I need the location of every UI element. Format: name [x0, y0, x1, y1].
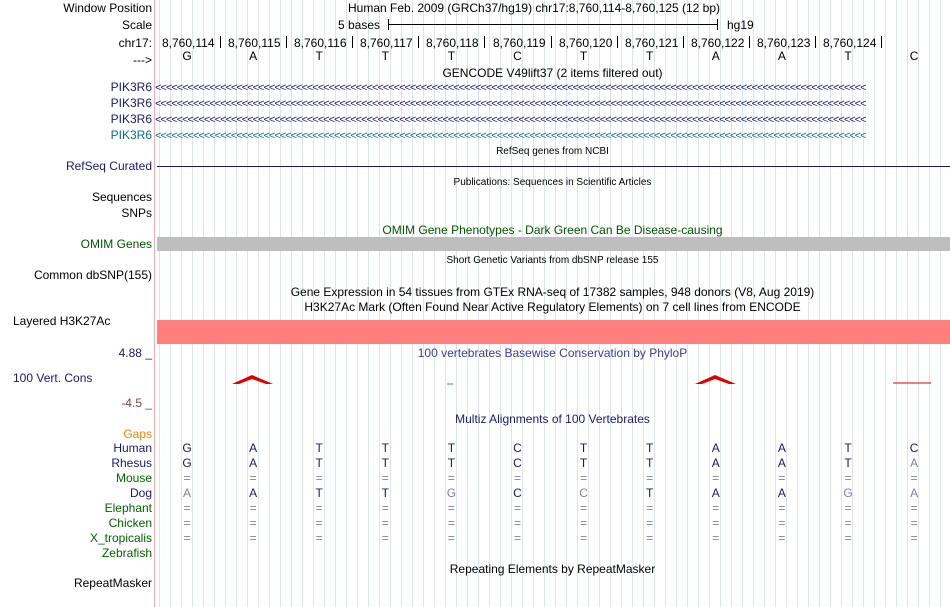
label-repeatmasker[interactable]: RepeatMasker: [73, 576, 152, 590]
ruler-position: 8,760,123: [757, 36, 811, 50]
omim-title[interactable]: OMIM Gene Phenotypes - Dark Green Can Be Disease-causing: [382, 223, 723, 237]
label-cons[interactable]: 100 Vert. Cons: [13, 371, 93, 385]
alignment-base-mouse: =: [712, 471, 720, 485]
alignment-base-mouse: =: [910, 471, 918, 485]
alignment-base-elephant: =: [249, 501, 257, 515]
sequence-row: [0, 49, 950, 63]
alignment-base-chicken: =: [580, 516, 588, 530]
alignment-base-human: A: [249, 441, 258, 455]
alignment-base-elephant: =: [580, 501, 588, 515]
h3k27-signal-bar[interactable]: [157, 320, 950, 344]
ruler-tick: [881, 36, 882, 48]
alignment-base-dog: A: [711, 486, 720, 500]
ruler-position: 8,760,124: [823, 36, 877, 50]
label-gene-2[interactable]: PIK3R6: [110, 96, 152, 110]
alignment-base-elephant: =: [447, 501, 455, 515]
alignment-base-human: T: [447, 441, 456, 455]
label-gene-4[interactable]: PIK3R6: [110, 128, 152, 142]
alignment-base-mouse: =: [249, 471, 257, 485]
alignment-base-x-tropicalis: =: [249, 531, 257, 545]
sequence-base: T: [646, 49, 654, 63]
sequence-base: T: [381, 49, 389, 63]
alignment-base-rhesus: T: [447, 456, 456, 470]
alignment-base-chicken: =: [646, 516, 654, 530]
scale-text: 5 bases: [338, 18, 381, 32]
ruler-tick: [286, 36, 287, 48]
ruler-position: 8,760,115: [228, 36, 281, 50]
alignment-base-human: T: [579, 441, 588, 455]
alignment-base-mouse: =: [447, 471, 455, 485]
sequence-base: A: [711, 49, 720, 63]
label-snps[interactable]: SNPs: [121, 206, 152, 220]
ruler-position: 8,760,114: [162, 36, 215, 50]
label-refseq[interactable]: RefSeq Curated: [65, 159, 152, 173]
alignment-base-x-tropicalis: =: [381, 531, 389, 545]
alignment-base-chicken: =: [183, 516, 191, 530]
alignment-base-rhesus: G: [182, 456, 192, 470]
alignment-base-chicken: =: [712, 516, 720, 530]
ruler-tick: [617, 36, 618, 48]
ruler-position: 8,760,121: [625, 36, 679, 50]
alignment-base-x-tropicalis: =: [183, 531, 191, 545]
alignment-base-elephant: =: [513, 501, 521, 515]
phylop-signal[interactable]: [155, 370, 950, 390]
ruler-tick: [815, 36, 816, 48]
sequence-base: T: [579, 49, 588, 63]
alignment-base-elephant: =: [646, 501, 654, 515]
alignment-base-chicken: =: [844, 516, 852, 530]
ruler-position: 8,760,116: [294, 36, 347, 50]
label-species-rhesus[interactable]: Rhesus: [111, 456, 152, 470]
dbsnp-title[interactable]: Short Genetic Variants from dbSNP release 155: [446, 255, 659, 266]
alignment-base-elephant: =: [315, 501, 323, 515]
alignment-base-x-tropicalis: =: [447, 531, 455, 545]
alignment-base-dog: G: [446, 486, 457, 500]
refseq-title[interactable]: RefSeq genes from NCBI: [496, 146, 609, 157]
ruler-tick: [418, 36, 419, 48]
gencode-title[interactable]: GENCODE V49lift37 (2 items filtered out): [442, 66, 663, 80]
label-strand[interactable]: --->: [133, 53, 152, 67]
label-species-human[interactable]: Human: [113, 441, 152, 455]
alignment-base-x-tropicalis: =: [910, 531, 918, 545]
alignment-base-human: C: [909, 441, 919, 455]
alignment-base-mouse: =: [646, 471, 654, 485]
sequence-base: T: [315, 49, 323, 63]
alignment-base-elephant: =: [778, 501, 786, 515]
label-cons-min: -4.5 _: [121, 396, 152, 410]
repeatmasker-title[interactable]: Repeating Elements by RepeatMasker: [449, 562, 656, 576]
ruler-tick: [749, 36, 750, 48]
sequence-base: T: [447, 49, 456, 63]
alignment-base-elephant: =: [844, 501, 852, 515]
ruler-tick: [551, 36, 552, 48]
phylop-title[interactable]: 100 vertebrates Basewise Conservation by PhyloP: [417, 346, 688, 360]
alignment-base-chicken: =: [381, 516, 389, 530]
alignment-base-dog: C: [513, 486, 522, 500]
alignment-base-mouse: =: [183, 471, 191, 485]
ruler-tick: [683, 36, 684, 48]
alignment-base-x-tropicalis: =: [513, 531, 521, 545]
h3k27-title[interactable]: H3K27Ac Mark (Often Found Near Active Regulatory Elements) on 7 cell lines from ENCODE: [304, 300, 801, 314]
alignment-base-rhesus: A: [777, 456, 786, 470]
alignment-base-rhesus: A: [249, 456, 258, 470]
gene-arrow-3[interactable]: <<<<<<<<<<<<<<<<<<<<<<<<<<<<<<<<<<<<<<<<<<<<<<<<<<<<<<<<<<<<<<<<<<<<<<<<<<<<<<<<<<<<<<<<<<<<<<<<<<<<<<<<<<<<<<<<<<<<<<<<<<<<<<<<<<<: [155, 114, 866, 126]
label-omim[interactable]: OMIM Genes: [80, 237, 152, 251]
sequence-base: C: [513, 49, 522, 63]
multiz-title[interactable]: Multiz Alignments of 100 Vertebrates: [455, 412, 650, 426]
alignment-base-dog: T: [381, 486, 389, 500]
alignment-base-dog: A: [777, 486, 786, 500]
sequence-base: G: [182, 49, 192, 63]
alignment-base-human: A: [711, 441, 720, 455]
alignment-base-rhesus: A: [711, 456, 720, 470]
ruler-position: 8,760,119: [493, 36, 546, 50]
base-position-ruler[interactable]: [0, 0, 950, 50]
phylop-peak-2: [695, 375, 736, 384]
ruler-tick: [352, 36, 353, 48]
alignment-base-dog: T: [646, 486, 654, 500]
alignment-base-mouse: =: [844, 471, 852, 485]
label-sequences[interactable]: Sequences: [91, 190, 152, 204]
label-scale: Scale: [121, 18, 152, 32]
ruler-position: 8,760,120: [559, 36, 613, 50]
alignment-base-x-tropicalis: =: [315, 531, 323, 545]
alignment-base-x-tropicalis: =: [712, 531, 720, 545]
label-gene-1[interactable]: PIK3R6: [110, 80, 152, 94]
alignment-base-x-tropicalis: =: [580, 531, 588, 545]
phylop-peak-1: [232, 375, 273, 384]
sequence-base: A: [249, 49, 258, 63]
omim-bar[interactable]: [157, 237, 950, 251]
label-species-dog[interactable]: Dog: [129, 486, 152, 500]
alignment-base-chicken: =: [910, 516, 918, 530]
alignment-base-elephant: =: [183, 501, 191, 515]
ruler-tick: [484, 36, 485, 48]
label-window-position: Window Position: [63, 1, 152, 15]
alignment-base-human: T: [381, 441, 389, 455]
label-species-mouse[interactable]: Mouse: [115, 471, 152, 485]
alignment-base-human: C: [513, 441, 522, 455]
alignment-base-chicken: =: [315, 516, 323, 530]
gene-arrow-1[interactable]: <<<<<<<<<<<<<<<<<<<<<<<<<<<<<<<<<<<<<<<<<<<<<<<<<<<<<<<<<<<<<<<<<<<<<<<<<<<<<<<<<<<<<<<<<<<<<<<<<<<<<<<<<<<<<<<<<<<<<<<<<<<<<<<<<<<: [155, 82, 866, 94]
gene-arrow-2[interactable]: <<<<<<<<<<<<<<<<<<<<<<<<<<<<<<<<<<<<<<<<<<<<<<<<<<<<<<<<<<<<<<<<<<<<<<<<<<<<<<<<<<<<<<<<<<<<<<<<<<<<<<<<<<<<<<<<<<<<<<<<<<<<<<<<<<<: [155, 98, 866, 110]
ruler-tick: [220, 36, 221, 48]
sequence-base: C: [909, 49, 919, 63]
refseq-line[interactable]: [157, 166, 950, 167]
alignment-base-elephant: =: [381, 501, 389, 515]
alignment-base-elephant: =: [910, 501, 918, 515]
label-chrom: chr17:: [118, 36, 152, 50]
alignment-base-x-tropicalis: =: [646, 531, 654, 545]
alignment-base-mouse: =: [580, 471, 588, 485]
alignment-base-rhesus: T: [579, 456, 588, 470]
alignment-base-human: G: [182, 441, 192, 455]
alignment-base-chicken: =: [513, 516, 521, 530]
alignment-base-rhesus: T: [315, 456, 323, 470]
alignment-base-elephant: =: [712, 501, 720, 515]
label-species-x-tropicalis[interactable]: X_tropicalis: [89, 531, 152, 545]
label-gene-3[interactable]: PIK3R6: [110, 112, 152, 126]
alignment-base-rhesus: T: [381, 456, 389, 470]
label-dbsnp[interactable]: Common dbSNP(155): [33, 268, 152, 282]
ruler-position: 8,760,118: [426, 36, 479, 50]
alignment-base-human: T: [844, 441, 852, 455]
alignment-base-chicken: =: [447, 516, 455, 530]
alignment-base-x-tropicalis: =: [778, 531, 786, 545]
alignment-base-dog: G: [843, 486, 853, 500]
alignment-base-dog: T: [315, 486, 323, 500]
alignment-base-mouse: =: [315, 471, 323, 485]
ruler-position: 8,760,122: [691, 36, 745, 50]
assembly-label: hg19: [727, 18, 754, 32]
label-gaps[interactable]: Gaps: [123, 427, 152, 441]
gtex-title[interactable]: Gene Expression in 54 tissues from GTEx RNA-seq of 17382 samples, 948 donors (V8, Aug 2019): [290, 285, 815, 299]
alignment-base-rhesus: C: [513, 456, 522, 470]
alignment-base-mouse: =: [513, 471, 521, 485]
label-cons-max: 4.88 _: [118, 346, 152, 360]
alignment-base-mouse: =: [778, 471, 786, 485]
label-species-zebrafish[interactable]: Zebrafish: [101, 546, 152, 560]
gene-arrow-4[interactable]: <<<<<<<<<<<<<<<<<<<<<<<<<<<<<<<<<<<<<<<<<<<<<<<<<<<<<<<<<<<<<<<<<<<<<<<<<<<<<<<<<<<<<<<<<<<<<<<<<<<<<<<<<<<<<<<<<<<<<<<<<<<<<<<<<<<: [155, 130, 866, 142]
alignment-base-rhesus: T: [646, 456, 654, 470]
alignment-base-dog: A: [910, 486, 919, 500]
alignment-base-rhesus: T: [844, 456, 852, 470]
alignment-base-dog: C: [579, 486, 588, 500]
alignment-base-mouse: =: [381, 471, 389, 485]
label-h3k27ac[interactable]: Layered H3K27Ac: [13, 314, 111, 328]
alignment-base-rhesus: A: [910, 456, 919, 470]
position-readout: Human Feb. 2009 (GRCh37/hg19) chr17:8,760,114-8,760,125 (12 bp): [348, 1, 721, 15]
publications-title[interactable]: Publications: Sequences in Scientific Articles: [453, 177, 652, 188]
alignment-base-dog: A: [249, 486, 258, 500]
ruler-position: 8,760,117: [360, 36, 413, 50]
sequence-base: T: [844, 49, 852, 63]
alignment-base-human: T: [315, 441, 323, 455]
alignment-base-human: A: [777, 441, 786, 455]
alignment-base-dog: A: [182, 486, 191, 500]
label-species-elephant[interactable]: Elephant: [104, 501, 152, 515]
alignment-base-chicken: =: [778, 516, 786, 530]
sequence-base: A: [777, 49, 786, 63]
label-species-chicken[interactable]: Chicken: [108, 516, 152, 530]
alignment-base-chicken: =: [249, 516, 257, 530]
alignment-base-human: T: [646, 441, 654, 455]
alignment-base-x-tropicalis: =: [844, 531, 852, 545]
